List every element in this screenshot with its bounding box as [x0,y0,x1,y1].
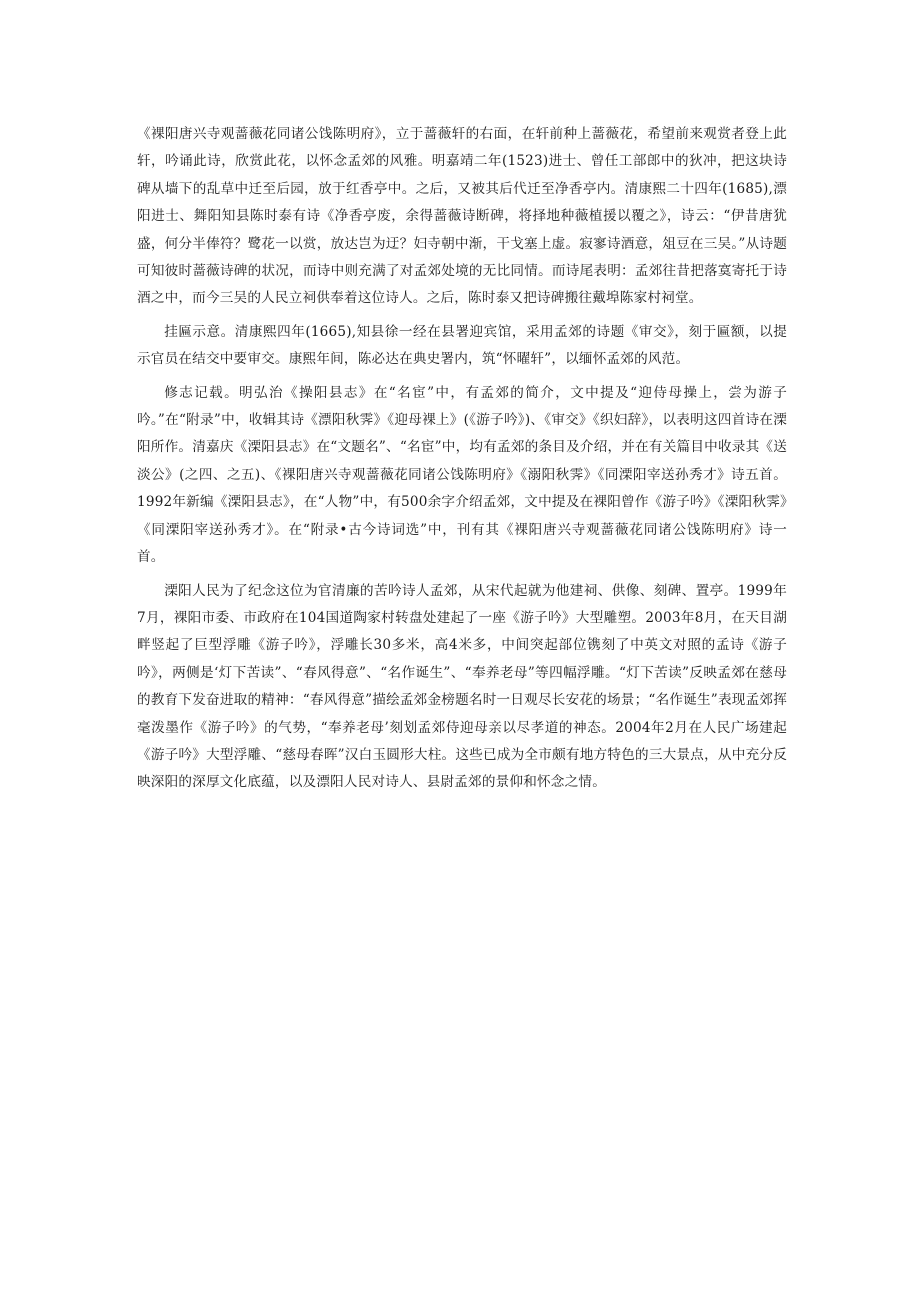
paragraph-poem-stele: 《裸阳唐兴寺观蔷薇花同诸公饯陈明府》，立于蔷薇轩的右面，在轩前种上蔷薇花，希望前来观赏者登上此轩，吟诵此诗，欣赏此花，以怀念孟郊的风雅。明嘉靖二年(1523)进士、曾任工部郎中的狄冲，把这块诗碑从墙下的乱草中迁至后园，放于红香亭中。之后，又被其后代迁至净香亭内。清康熙二十四年(1685),漂阳进士、舞阳知县陈时泰有诗《净香亭废，余得蔷薇诗断碑，将择地种薇植援以覆之》，诗云：“伊昔唐犹盛，何分半俸符？鹭花一以赏，放达岂为迂？妇寺朝中渐，干戈塞上虚。寂寥诗酒意，俎豆在三吴。”从诗题可知彼时蔷薇诗碑的状况，而诗中则充满了对孟郊处境的无比同情。而诗尾表明：孟郊往昔把落寞寄托于诗酒之中，而今三吴的人民立祠供奉着这位诗人。之后，陈时泰又把诗碑搬往戴埠陈家村祠堂。 [137,126,787,307]
document-body [137,121,787,803]
paragraph-memorials: 溧阳人民为了纪念这位为官清廉的苦吟诗人孟郊，从宋代起就为他建祠、供像、刻碑、置亭。1999年7月，裸阳市委、市政府在104国道陶家村转盘处建起了一座《游子吟》大型雕塑。2003年8月，在天目湖畔竖起了巨型浮雕《游子吟》，浮雕长30多米，高4米多，中间突起部位镌刻了中英文对照的孟诗《游子吟》，两侧是‘灯下苦读”、“春风得意”、“名作诞生”、“奉养老母”等四幅浮雕。“灯下苦读”反映孟郊在慈母的教育下发奋进取的精神：“春风得意”描绘孟郊金榜题名时一日观尽长安花的场景；“名作诞生”表现孟郊挥毫泼墨作《游子吟》的气势，“奉养老母’刻划孟郊侍迎母亲以尽孝道的神态。2004年2月在人民广场建起《游子吟》大型浮雕、“慈母春晖”汉白玉圆形大柱。这些已成为全市颇有地方特色的三大景点，从中充分反映深阳的深厚文化底蕴，以及漂阳人民对诗人、县尉孟郊的景仰和怀念之情。 [137,582,787,791]
paragraph-plaque: 挂匾示意。清康熙四年(1665),知县徐一经在县署迎宾馆，采用孟郊的诗题《审交》，刻于匾额，以提示官员在结交中要审交。康熙年间，陈必达在典史署内，筑“怀曜轩”，以缅怀孟郊的风范。 [137,323,787,368]
paragraph-gazetteer-records: 修志记载。明弘治《操阳县志》在“名宦”中，有孟郊的简介，文中提及“迎侍母操上，尝为游子吟。”在“附录”中，收辑其诗《漂阳秋霁》《迎母裸上》(《游子吟》)、《审交》《织妇辞》，以表明这四首诗在溧阳所作。清嘉庆《溧阳县志》在“文题名”、“名宦”中，均有孟郊的条目及介绍，并在有关篇目中收录其《送淡公》(之四、之五)、《裸阳唐兴寺观蔷薇花同诸公饯陈明府》《溺阳秋霁》《同溧阳宰送孙秀才》诗五首。1992年新编《溧阳县志》，在“人物”中，有500余字介绍孟郊，文中提及在裸阳曾作《游子吟》《溧阳秋霁》《同溧阳宰送孙秀才》。在“附录•古今诗词选”中，刊有其《裸阳唐兴寺观蔷薇花同诸公饯陈明府》诗一首。 [137,384,787,566]
